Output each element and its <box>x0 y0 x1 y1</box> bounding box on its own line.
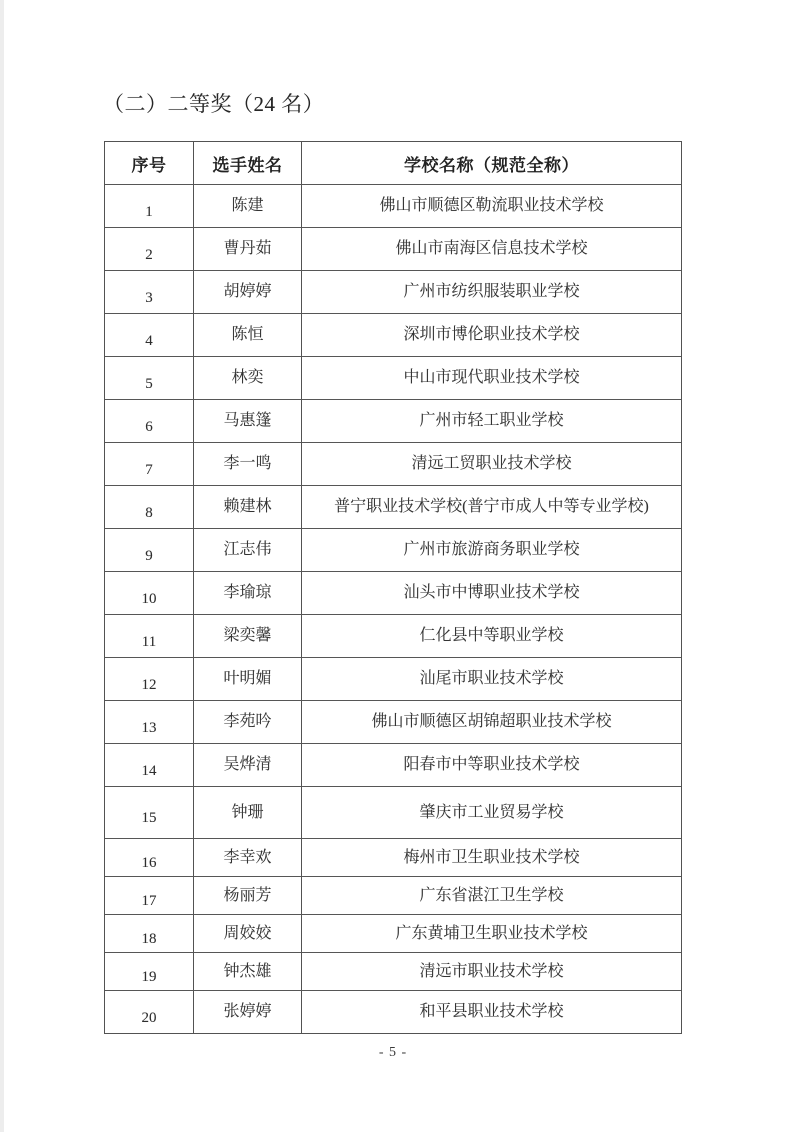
cell-index: 3 <box>105 270 193 313</box>
cell-index: 1 <box>105 184 193 227</box>
cell-index: 19 <box>105 952 193 990</box>
cell-contestant-name: 吴烨清 <box>193 743 301 786</box>
cell-school-name: 和平县职业技术学校 <box>301 990 681 1033</box>
cell-index: 8 <box>105 485 193 528</box>
table-row <box>105 442 681 485</box>
cell-school-name: 佛山市顺德区胡锦超职业技术学校 <box>301 700 681 743</box>
cell-school-name: 中山市现代职业技术学校 <box>301 356 681 399</box>
cell-contestant-name: 林奕 <box>193 356 301 399</box>
cell-contestant-name: 马惠篷 <box>193 399 301 442</box>
cell-contestant-name: 李苑吟 <box>193 700 301 743</box>
section-title: （二）二等奖（24 名） <box>103 92 325 116</box>
awards-table <box>104 141 682 1034</box>
cell-index: 10 <box>105 571 193 614</box>
cell-school-name: 广州市纺织服装职业学校 <box>301 270 681 313</box>
cell-contestant-name: 李一鸣 <box>193 442 301 485</box>
table-row <box>105 184 681 227</box>
cell-school-name: 汕头市中博职业技术学校 <box>301 571 681 614</box>
cell-index: 6 <box>105 399 193 442</box>
table-row <box>105 528 681 571</box>
table-row <box>105 838 681 876</box>
cell-contestant-name: 李幸欢 <box>193 838 301 876</box>
cell-index: 2 <box>105 227 193 270</box>
table-row <box>105 270 681 313</box>
scan-edge-shadow <box>0 0 4 1132</box>
table-row <box>105 914 681 952</box>
table-row <box>105 399 681 442</box>
cell-contestant-name: 钟珊 <box>193 786 301 838</box>
cell-school-name: 汕尾市职业技术学校 <box>301 657 681 700</box>
page-number: - 5 - <box>378 1045 408 1060</box>
cell-contestant-name: 张婷婷 <box>193 990 301 1033</box>
cell-contestant-name: 叶明媚 <box>193 657 301 700</box>
cell-index: 15 <box>105 786 193 838</box>
table-row <box>105 700 681 743</box>
cell-school-name: 清远市职业技术学校 <box>301 952 681 990</box>
cell-contestant-name: 杨丽芳 <box>193 876 301 914</box>
cell-index: 9 <box>105 528 193 571</box>
cell-index: 11 <box>105 614 193 657</box>
cell-index: 20 <box>105 990 193 1033</box>
table-row <box>105 313 681 356</box>
cell-school-name: 清远工贸职业技术学校 <box>301 442 681 485</box>
cell-contestant-name: 周姣姣 <box>193 914 301 952</box>
cell-school-name: 深圳市博伦职业技术学校 <box>301 313 681 356</box>
cell-index: 17 <box>105 876 193 914</box>
cell-contestant-name: 陈建 <box>193 184 301 227</box>
cell-school-name: 梅州市卫生职业技术学校 <box>301 838 681 876</box>
cell-school-name: 肇庆市工业贸易学校 <box>301 786 681 838</box>
table-row <box>105 657 681 700</box>
cell-index: 18 <box>105 914 193 952</box>
cell-school-name: 佛山市顺德区勒流职业技术学校 <box>301 184 681 227</box>
cell-school-name: 阳春市中等职业技术学校 <box>301 743 681 786</box>
header-cell-name: 选手姓名 <box>193 142 301 184</box>
table-row <box>105 356 681 399</box>
table-row <box>105 485 681 528</box>
cell-school-name: 广州市旅游商务职业学校 <box>301 528 681 571</box>
cell-school-name: 广州市轻工职业学校 <box>301 399 681 442</box>
cell-school-name: 佛山市南海区信息技术学校 <box>301 227 681 270</box>
cell-contestant-name: 钟杰雄 <box>193 952 301 990</box>
header-cell-index: 序号 <box>131 155 167 175</box>
cell-index: 12 <box>105 657 193 700</box>
table-row <box>105 876 681 914</box>
cell-contestant-name: 赖建林 <box>193 485 301 528</box>
cell-school-name: 普宁职业技术学校(普宁市成人中等专业学校) <box>301 485 681 528</box>
table-row <box>105 614 681 657</box>
cell-contestant-name: 李瑜琼 <box>193 571 301 614</box>
table-header-row <box>105 142 681 184</box>
table-row <box>105 786 681 838</box>
cell-school-name: 仁化县中等职业学校 <box>301 614 681 657</box>
cell-school-name: 广东省湛江卫生学校 <box>301 876 681 914</box>
table-row <box>105 743 681 786</box>
cell-contestant-name: 胡婷婷 <box>193 270 301 313</box>
table-row <box>105 571 681 614</box>
cell-school-name: 广东黄埔卫生职业技术学校 <box>301 914 681 952</box>
cell-index: 7 <box>105 442 193 485</box>
cell-contestant-name: 曹丹茹 <box>193 227 301 270</box>
cell-contestant-name: 陈恒 <box>193 313 301 356</box>
table-row <box>105 952 681 990</box>
table-row <box>105 227 681 270</box>
cell-index: 13 <box>105 700 193 743</box>
header-cell-school: 学校名称（规范全称） <box>301 142 681 184</box>
cell-index: 5 <box>105 356 193 399</box>
cell-index: 4 <box>105 313 193 356</box>
table-row <box>105 990 681 1033</box>
cell-index: 14 <box>105 743 193 786</box>
cell-index: 16 <box>105 838 193 876</box>
cell-contestant-name: 梁奕馨 <box>193 614 301 657</box>
cell-contestant-name: 江志伟 <box>193 528 301 571</box>
table-body <box>105 184 681 1033</box>
